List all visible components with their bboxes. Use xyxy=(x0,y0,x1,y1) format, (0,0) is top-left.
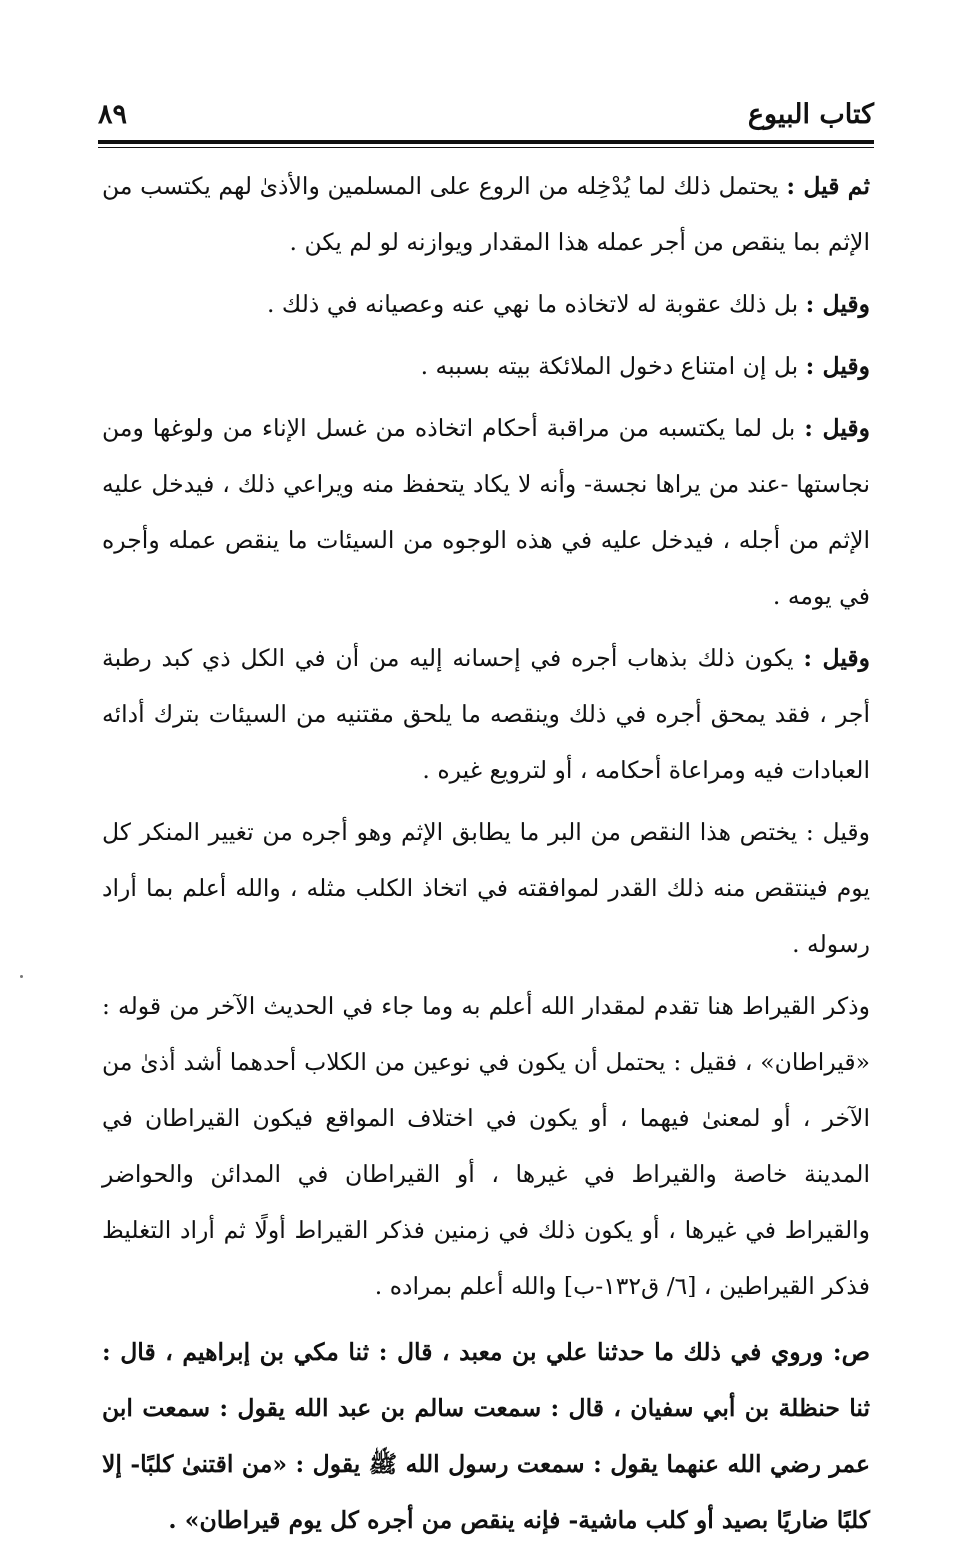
book-title: كتاب البيوع xyxy=(747,99,874,130)
paragraph xyxy=(102,630,870,798)
paragraph-text: وقيل : يختص هذا النقص من البر ما يطابق الإثم وهو أجره من تغيير المنكر كل يوم فينتقص منه ذلك القدر لموافقته في اتخاذ الكلب مثله ، والله أعلم بما أراد رسوله . xyxy=(102,818,870,958)
paragraph-text: بل إن امتناع دخول الملائكة بيته بسببه . xyxy=(420,352,806,380)
paragraph-text: بل ذلك عقوبة له لاتخاذه ما نهي عنه وعصيانه في ذلك . xyxy=(266,290,806,318)
paragraph-lead: وقيل : xyxy=(803,644,870,672)
paragraph-text: يحتمل ذلك لما يُدْخِله من الروع على المسلمين والأذىٰ لهم يكتسب من الإثم بما ينقص من أجر عمله هذا المقدار ويوازنه لو لم يكن . xyxy=(102,172,870,256)
header-rule-thin xyxy=(98,147,874,148)
paragraph xyxy=(102,804,870,972)
paragraph-lead: وقيل : xyxy=(804,414,871,442)
scan-speck xyxy=(20,975,23,978)
page-number: ٨٩ xyxy=(98,99,128,130)
page-header xyxy=(98,96,874,138)
paragraph xyxy=(102,276,870,332)
paragraph xyxy=(102,338,870,394)
paragraph-lead: وقيل : xyxy=(805,352,870,380)
paragraph xyxy=(102,158,870,270)
paragraph-lead: ثم قيل : xyxy=(786,172,870,200)
header-rule-thick xyxy=(98,140,874,144)
paragraph-text: بل لما يكتسبه من مراقبة أحكام اتخاذه من غسل الإناء من ولوغها ومن نجاستها -عند من يراها نجسة- وأنه لا يكاد يتحفظ منه ويراعي ذلك ، فيدخل عليه الإثم من أجله ، فيدخل عليه في هذه الوجوه من السيئات ما ينقص عمله وأجره في يومه . xyxy=(102,414,870,610)
paragraph-lead: وقيل : xyxy=(805,290,870,318)
paragraph-text: وذكر القيراط هنا تقدم لمقدار الله أعلم به وما جاء في الحديث الآخر من قوله : «قيراطان» ، فقيل : يحتمل أن يكون في نوعين من الكلاب أحدهما أشد أذىٰ من الآخر ، أو لمعنىٰ فيهما ، أو يكون في اختلاف المواقع فيكون القيراطان في المدينة خاصة والقيراط في غيرها ، أو القيراطان في المدائن والحواضر والقيراط في غيرها ، أو يكون ذلك في زمنين فذكر القيراط أولًا ثم أراد التغليظ فذكر القيراطين ، [٦/ ق١٣٢-ب] والله أعلم بمراده . xyxy=(102,992,870,1300)
paragraph xyxy=(102,400,870,624)
page-body xyxy=(102,158,870,1548)
paragraph-text: يكون ذلك بذهاب أجره في إحسانه إليه من أن في الكل ذي كبد رطبة أجر ، فقد يمحق أجره في ذلك وينقصه ما يلحق مقتنيه من السيئات بترك أدائه العبادات فيه ومراعاة أحكامه ، أو لترويع غيره . xyxy=(102,644,870,784)
hadith-text: ص: وروي في ذلك ما حدثنا علي بن معبد ، قال : ثنا مكي بن إبراهيم ، قال : ثنا حنظلة بن أبي سفيان ، قال : سمعت سالم بن عبد الله يقول : سمعت ابن عمر رضي الله عنهما يقول : سمعت رسول الله ﷺ يقول : «من اقتنىٰ كلبًا- إلا كلبًا ضاريًا بصيد أو كلب ماشية- فإنه ينقص من أجره كل يوم قيراطان» . xyxy=(102,1338,870,1534)
paragraph xyxy=(102,978,870,1314)
